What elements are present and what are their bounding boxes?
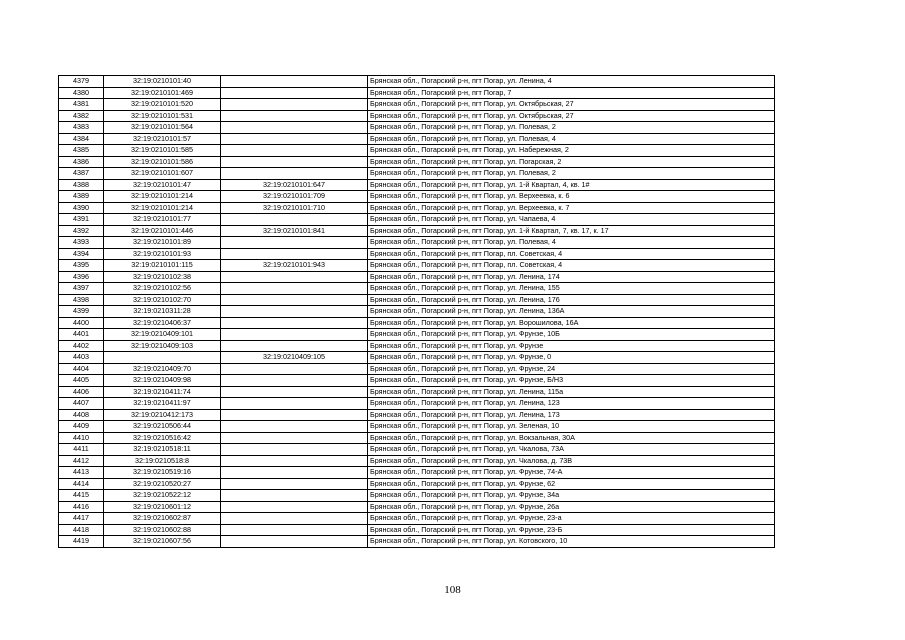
- table-row: [59, 340, 775, 352]
- cadastral-number-cell: 32:19:0210102:56: [104, 283, 221, 295]
- table-row: [59, 306, 775, 318]
- address-cell: Брянская обл., Погарский р-н, пгт Погар, ул. Полевая, 2: [368, 168, 775, 180]
- table-row: [59, 87, 775, 99]
- previous-cadastral-number-cell: [221, 99, 368, 111]
- previous-cadastral-number-cell: [221, 110, 368, 122]
- table-row: [59, 156, 775, 168]
- previous-cadastral-number-cell: [221, 122, 368, 134]
- previous-cadastral-number-cell: [221, 248, 368, 260]
- row-number-cell: 4387: [59, 168, 104, 180]
- table-row: [59, 432, 775, 444]
- cadastral-number-cell: 32:19:0210101:564: [104, 122, 221, 134]
- cadastral-number-cell: 32:19:0210516:42: [104, 432, 221, 444]
- previous-cadastral-number-cell: [221, 168, 368, 180]
- previous-cadastral-number-cell: 32:19:0210101:709: [221, 191, 368, 203]
- row-number-cell: 4411: [59, 444, 104, 456]
- page-number: 108: [444, 584, 461, 596]
- cadastral-number-cell: 32:19:0210406:37: [104, 317, 221, 329]
- cadastral-number-cell: 32:19:0210102:70: [104, 294, 221, 306]
- table-row: [59, 421, 775, 433]
- table-row: [59, 478, 775, 490]
- table-row: [59, 524, 775, 536]
- cadastral-number-cell: 32:19:0210409:101: [104, 329, 221, 341]
- address-cell: Брянская обл., Погарский р-н, пгт Погар, ул. 1-й Квартал, 7, кв. 17, к. 17: [368, 225, 775, 237]
- row-number-cell: 4405: [59, 375, 104, 387]
- row-number-cell: 4394: [59, 248, 104, 260]
- table-row: [59, 398, 775, 410]
- cadastral-number-cell: 32:19:0210101:47: [104, 179, 221, 191]
- address-cell: Брянская обл., Погарский р-н, пгт Погар, ул. Ленина, 155: [368, 283, 775, 295]
- previous-cadastral-number-cell: [221, 271, 368, 283]
- address-cell: Брянская обл., Погарский р-н, пгт Погар, ул. Набережная, 2: [368, 145, 775, 157]
- cadastral-number-cell: 32:19:0210520:27: [104, 478, 221, 490]
- row-number-cell: 4398: [59, 294, 104, 306]
- table-row: [59, 329, 775, 341]
- address-cell: Брянская обл., Погарский р-н, пгт Погар, 7: [368, 87, 775, 99]
- row-number-cell: 4400: [59, 317, 104, 329]
- previous-cadastral-number-cell: 32:19:0210101:647: [221, 179, 368, 191]
- previous-cadastral-number-cell: [221, 421, 368, 433]
- address-cell: Брянская обл., Погарский р-н, пгт Погар, ул. Полевая, 4: [368, 133, 775, 145]
- row-number-cell: 4393: [59, 237, 104, 249]
- cadastral-number-cell: 32:19:0210518:8: [104, 455, 221, 467]
- row-number-cell: 4416: [59, 501, 104, 513]
- address-cell: Брянская обл., Погарский р-н, пгт Погар, ул. Вокзальная, 30А: [368, 432, 775, 444]
- previous-cadastral-number-cell: [221, 329, 368, 341]
- cadastral-number-cell: 32:19:0210518:11: [104, 444, 221, 456]
- row-number-cell: 4406: [59, 386, 104, 398]
- table-row: [59, 271, 775, 283]
- row-number-cell: 4384: [59, 133, 104, 145]
- previous-cadastral-number-cell: [221, 340, 368, 352]
- row-number-cell: 4399: [59, 306, 104, 318]
- table-row: [59, 386, 775, 398]
- cadastral-number-cell: 32:19:0210101:214: [104, 191, 221, 203]
- previous-cadastral-number-cell: [221, 501, 368, 513]
- address-cell: Брянская обл., Погарский р-н, пгт Погар, пл. Советская, 4: [368, 260, 775, 272]
- address-cell: Брянская обл., Погарский р-н, пгт Погар, ул. Зеленая, 10: [368, 421, 775, 433]
- address-cell: Брянская обл., Погарский р-н, пгт Погар, ул. Фрунзе, 23-Б: [368, 524, 775, 536]
- table-row: [59, 294, 775, 306]
- table-row: [59, 490, 775, 502]
- previous-cadastral-number-cell: [221, 133, 368, 145]
- row-number-cell: 4389: [59, 191, 104, 203]
- table-row: [59, 237, 775, 249]
- cadastral-number-cell: 32:19:0210522:12: [104, 490, 221, 502]
- previous-cadastral-number-cell: [221, 513, 368, 525]
- table-row: [59, 214, 775, 226]
- address-cell: Брянская обл., Погарский р-н, пгт Погар, ул. Фрунзе: [368, 340, 775, 352]
- cadastral-number-cell: 32:19:0210101:57: [104, 133, 221, 145]
- table-row: [59, 179, 775, 191]
- cadastral-number-cell: 32:19:0210409:70: [104, 363, 221, 375]
- address-cell: Брянская обл., Погарский р-н, пгт Погар, ул. Фрунзе, 0: [368, 352, 775, 364]
- cadastral-number-cell: 32:19:0210412:173: [104, 409, 221, 421]
- address-cell: Брянская обл., Погарский р-н, пгт Погар, ул. Фрунзе, 74-А: [368, 467, 775, 479]
- previous-cadastral-number-cell: [221, 145, 368, 157]
- address-cell: Брянская обл., Погарский р-н, пгт Погар, ул. Ленина, 4: [368, 76, 775, 88]
- cadastral-number-cell: 32:19:0210101:446: [104, 225, 221, 237]
- row-number-cell: 4386: [59, 156, 104, 168]
- previous-cadastral-number-cell: [221, 237, 368, 249]
- cadastral-number-cell: 32:19:0210409:98: [104, 375, 221, 387]
- address-cell: Брянская обл., Погарский р-н, пгт Погар, ул. Фрунзе, 10Б: [368, 329, 775, 341]
- address-cell: Брянская обл., Погарский р-н, пгт Погар, ул. Ворошилова, 16А: [368, 317, 775, 329]
- address-cell: Брянская обл., Погарский р-н, пгт Погар, ул. Полевая, 2: [368, 122, 775, 134]
- row-number-cell: 4419: [59, 536, 104, 548]
- previous-cadastral-number-cell: [221, 156, 368, 168]
- previous-cadastral-number-cell: [221, 214, 368, 226]
- cadastral-number-cell: 32:19:0210602:87: [104, 513, 221, 525]
- address-cell: Брянская обл., Погарский р-н, пгт Погар, ул. Верхеевка, к. 7: [368, 202, 775, 214]
- previous-cadastral-number-cell: [221, 87, 368, 99]
- table-row: [59, 375, 775, 387]
- address-cell: Брянская обл., Погарский р-н, пгт Погар, ул. Ленина, 115а: [368, 386, 775, 398]
- address-cell: Брянская обл., Погарский р-н, пгт Погар, ул. Фрунзе, 34а: [368, 490, 775, 502]
- row-number-cell: 4418: [59, 524, 104, 536]
- cadastral-number-cell: 32:19:0210519:16: [104, 467, 221, 479]
- cadastral-number-cell: 32:19:0210411:97: [104, 398, 221, 410]
- cadastral-number-cell: 32:19:0210506:44: [104, 421, 221, 433]
- row-number-cell: 4391: [59, 214, 104, 226]
- cadastral-number-cell: 32:19:0210101:40: [104, 76, 221, 88]
- address-cell: Брянская обл., Погарский р-н, пгт Погар, ул. Ленина, 173: [368, 409, 775, 421]
- table-row: [59, 455, 775, 467]
- cadastral-number-cell: 32:19:0210101:89: [104, 237, 221, 249]
- address-cell: Брянская обл., Погарский р-н, пгт Погар, ул. Фрунзе, 23-а: [368, 513, 775, 525]
- cadastral-number-cell: 32:19:0210101:520: [104, 99, 221, 111]
- table-row: [59, 260, 775, 272]
- row-number-cell: 4383: [59, 122, 104, 134]
- row-number-cell: 4404: [59, 363, 104, 375]
- address-cell: Брянская обл., Погарский р-н, пгт Погар, ул. Октябрьская, 27: [368, 99, 775, 111]
- row-number-cell: 4397: [59, 283, 104, 295]
- table-row: [59, 536, 775, 548]
- table-row: [59, 501, 775, 513]
- row-number-cell: 4396: [59, 271, 104, 283]
- address-cell: Брянская обл., Погарский р-н, пгт Погар, ул. Фрунзе, 24: [368, 363, 775, 375]
- table-row: [59, 513, 775, 525]
- address-cell: Брянская обл., Погарский р-н, пгт Погар, ул. Фрунзе, 62: [368, 478, 775, 490]
- previous-cadastral-number-cell: [221, 375, 368, 387]
- previous-cadastral-number-cell: [221, 398, 368, 410]
- previous-cadastral-number-cell: [221, 432, 368, 444]
- address-cell: Брянская обл., Погарский р-н, пгт Погар, ул. Ленина, 176: [368, 294, 775, 306]
- row-number-cell: 4402: [59, 340, 104, 352]
- table-row: [59, 363, 775, 375]
- cadastral-number-cell: 32:19:0210409:103: [104, 340, 221, 352]
- row-number-cell: 4403: [59, 352, 104, 364]
- cadastral-number-cell: 32:19:0210607:56: [104, 536, 221, 548]
- table-row: [59, 409, 775, 421]
- previous-cadastral-number-cell: [221, 317, 368, 329]
- previous-cadastral-number-cell: [221, 478, 368, 490]
- previous-cadastral-number-cell: [221, 306, 368, 318]
- address-cell: Брянская обл., Погарский р-н, пгт Погар, ул. Чапаева, 4: [368, 214, 775, 226]
- registry-table: [58, 75, 775, 548]
- address-cell: Брянская обл., Погарский р-н, пгт Погар, ул. Полевая, 4: [368, 237, 775, 249]
- cadastral-number-cell: 32:19:0210411:74: [104, 386, 221, 398]
- address-cell: Брянская обл., Погарский р-н, пгт Погар, ул. Погарская, 2: [368, 156, 775, 168]
- address-cell: Брянская обл., Погарский р-н, пгт Погар, ул. Верхеевка, к. 6: [368, 191, 775, 203]
- row-number-cell: 4392: [59, 225, 104, 237]
- row-number-cell: 4409: [59, 421, 104, 433]
- previous-cadastral-number-cell: [221, 283, 368, 295]
- table-row: [59, 248, 775, 260]
- row-number-cell: 4390: [59, 202, 104, 214]
- address-cell: Брянская обл., Погарский р-н, пгт Погар, ул. Ленина, 136А: [368, 306, 775, 318]
- cadastral-number-cell: 32:19:0210311:28: [104, 306, 221, 318]
- row-number-cell: 4379: [59, 76, 104, 88]
- previous-cadastral-number-cell: [221, 444, 368, 456]
- previous-cadastral-number-cell: [221, 294, 368, 306]
- address-cell: Брянская обл., Погарский р-н, пгт Погар, пл. Советская, 4: [368, 248, 775, 260]
- previous-cadastral-number-cell: [221, 409, 368, 421]
- cadastral-number-cell: 32:19:0210101:586: [104, 156, 221, 168]
- previous-cadastral-number-cell: [221, 76, 368, 88]
- row-number-cell: 4412: [59, 455, 104, 467]
- table-row: [59, 76, 775, 88]
- previous-cadastral-number-cell: 32:19:0210101:710: [221, 202, 368, 214]
- address-cell: Брянская обл., Погарский р-н, пгт Погар, ул. 1-й Квартал, 4, кв. 1#: [368, 179, 775, 191]
- cadastral-number-cell: 32:19:0210101:214: [104, 202, 221, 214]
- table-row: [59, 225, 775, 237]
- previous-cadastral-number-cell: 32:19:0210101:943: [221, 260, 368, 272]
- previous-cadastral-number-cell: [221, 490, 368, 502]
- table-row: [59, 110, 775, 122]
- cadastral-number-cell: 32:19:0210102:38: [104, 271, 221, 283]
- address-cell: Брянская обл., Погарский р-н, пгт Погар, ул. Фрунзе, 26а: [368, 501, 775, 513]
- row-number-cell: 4395: [59, 260, 104, 272]
- row-number-cell: 4417: [59, 513, 104, 525]
- row-number-cell: 4414: [59, 478, 104, 490]
- cadastral-number-cell: 32:19:0210101:77: [104, 214, 221, 226]
- table-row: [59, 99, 775, 111]
- table-row: [59, 283, 775, 295]
- table-row: [59, 122, 775, 134]
- address-cell: Брянская обл., Погарский р-н, пгт Погар, ул. Фрунзе, Б/Н3: [368, 375, 775, 387]
- cadastral-number-cell: 32:19:0210602:88: [104, 524, 221, 536]
- previous-cadastral-number-cell: [221, 455, 368, 467]
- row-number-cell: 4382: [59, 110, 104, 122]
- row-number-cell: 4408: [59, 409, 104, 421]
- previous-cadastral-number-cell: [221, 363, 368, 375]
- row-number-cell: 4407: [59, 398, 104, 410]
- table-row: [59, 145, 775, 157]
- address-cell: Брянская обл., Погарский р-н, пгт Погар, ул. Чкалова, д. 73В: [368, 455, 775, 467]
- table-row: [59, 168, 775, 180]
- row-number-cell: 4413: [59, 467, 104, 479]
- previous-cadastral-number-cell: [221, 524, 368, 536]
- previous-cadastral-number-cell: 32:19:0210409:105: [221, 352, 368, 364]
- row-number-cell: 4385: [59, 145, 104, 157]
- row-number-cell: 4410: [59, 432, 104, 444]
- address-cell: Брянская обл., Погарский р-н, пгт Погар, ул. Ленина, 123: [368, 398, 775, 410]
- cadastral-number-cell: 32:19:0210101:93: [104, 248, 221, 260]
- previous-cadastral-number-cell: 32:19:0210101:841: [221, 225, 368, 237]
- row-number-cell: 4415: [59, 490, 104, 502]
- row-number-cell: 4388: [59, 179, 104, 191]
- cadastral-number-cell: 32:19:0210601:12: [104, 501, 221, 513]
- row-number-cell: 4380: [59, 87, 104, 99]
- cadastral-number-cell: 32:19:0210101:115: [104, 260, 221, 272]
- table-row: [59, 202, 775, 214]
- address-cell: Брянская обл., Погарский р-н, пгт Погар, ул. Ленина, 174: [368, 271, 775, 283]
- registry-table-body: [59, 76, 775, 548]
- table-row: [59, 352, 775, 364]
- cadastral-number-cell: 32:19:0210101:531: [104, 110, 221, 122]
- table-row: [59, 467, 775, 479]
- cadastral-number-cell: [104, 352, 221, 364]
- table-row: [59, 317, 775, 329]
- cadastral-number-cell: 32:19:0210101:469: [104, 87, 221, 99]
- previous-cadastral-number-cell: [221, 536, 368, 548]
- cadastral-number-cell: 32:19:0210101:585: [104, 145, 221, 157]
- table-row: [59, 191, 775, 203]
- table-row: [59, 444, 775, 456]
- address-cell: Брянская обл., Погарский р-н, пгт Погар, ул. Котовского, 10: [368, 536, 775, 548]
- cadastral-number-cell: 32:19:0210101:607: [104, 168, 221, 180]
- table-row: [59, 133, 775, 145]
- row-number-cell: 4381: [59, 99, 104, 111]
- previous-cadastral-number-cell: [221, 467, 368, 479]
- address-cell: Брянская обл., Погарский р-н, пгт Погар, ул. Октябрьская, 27: [368, 110, 775, 122]
- row-number-cell: 4401: [59, 329, 104, 341]
- previous-cadastral-number-cell: [221, 386, 368, 398]
- address-cell: Брянская обл., Погарский р-н, пгт Погар, ул. Чкалова, 73А: [368, 444, 775, 456]
